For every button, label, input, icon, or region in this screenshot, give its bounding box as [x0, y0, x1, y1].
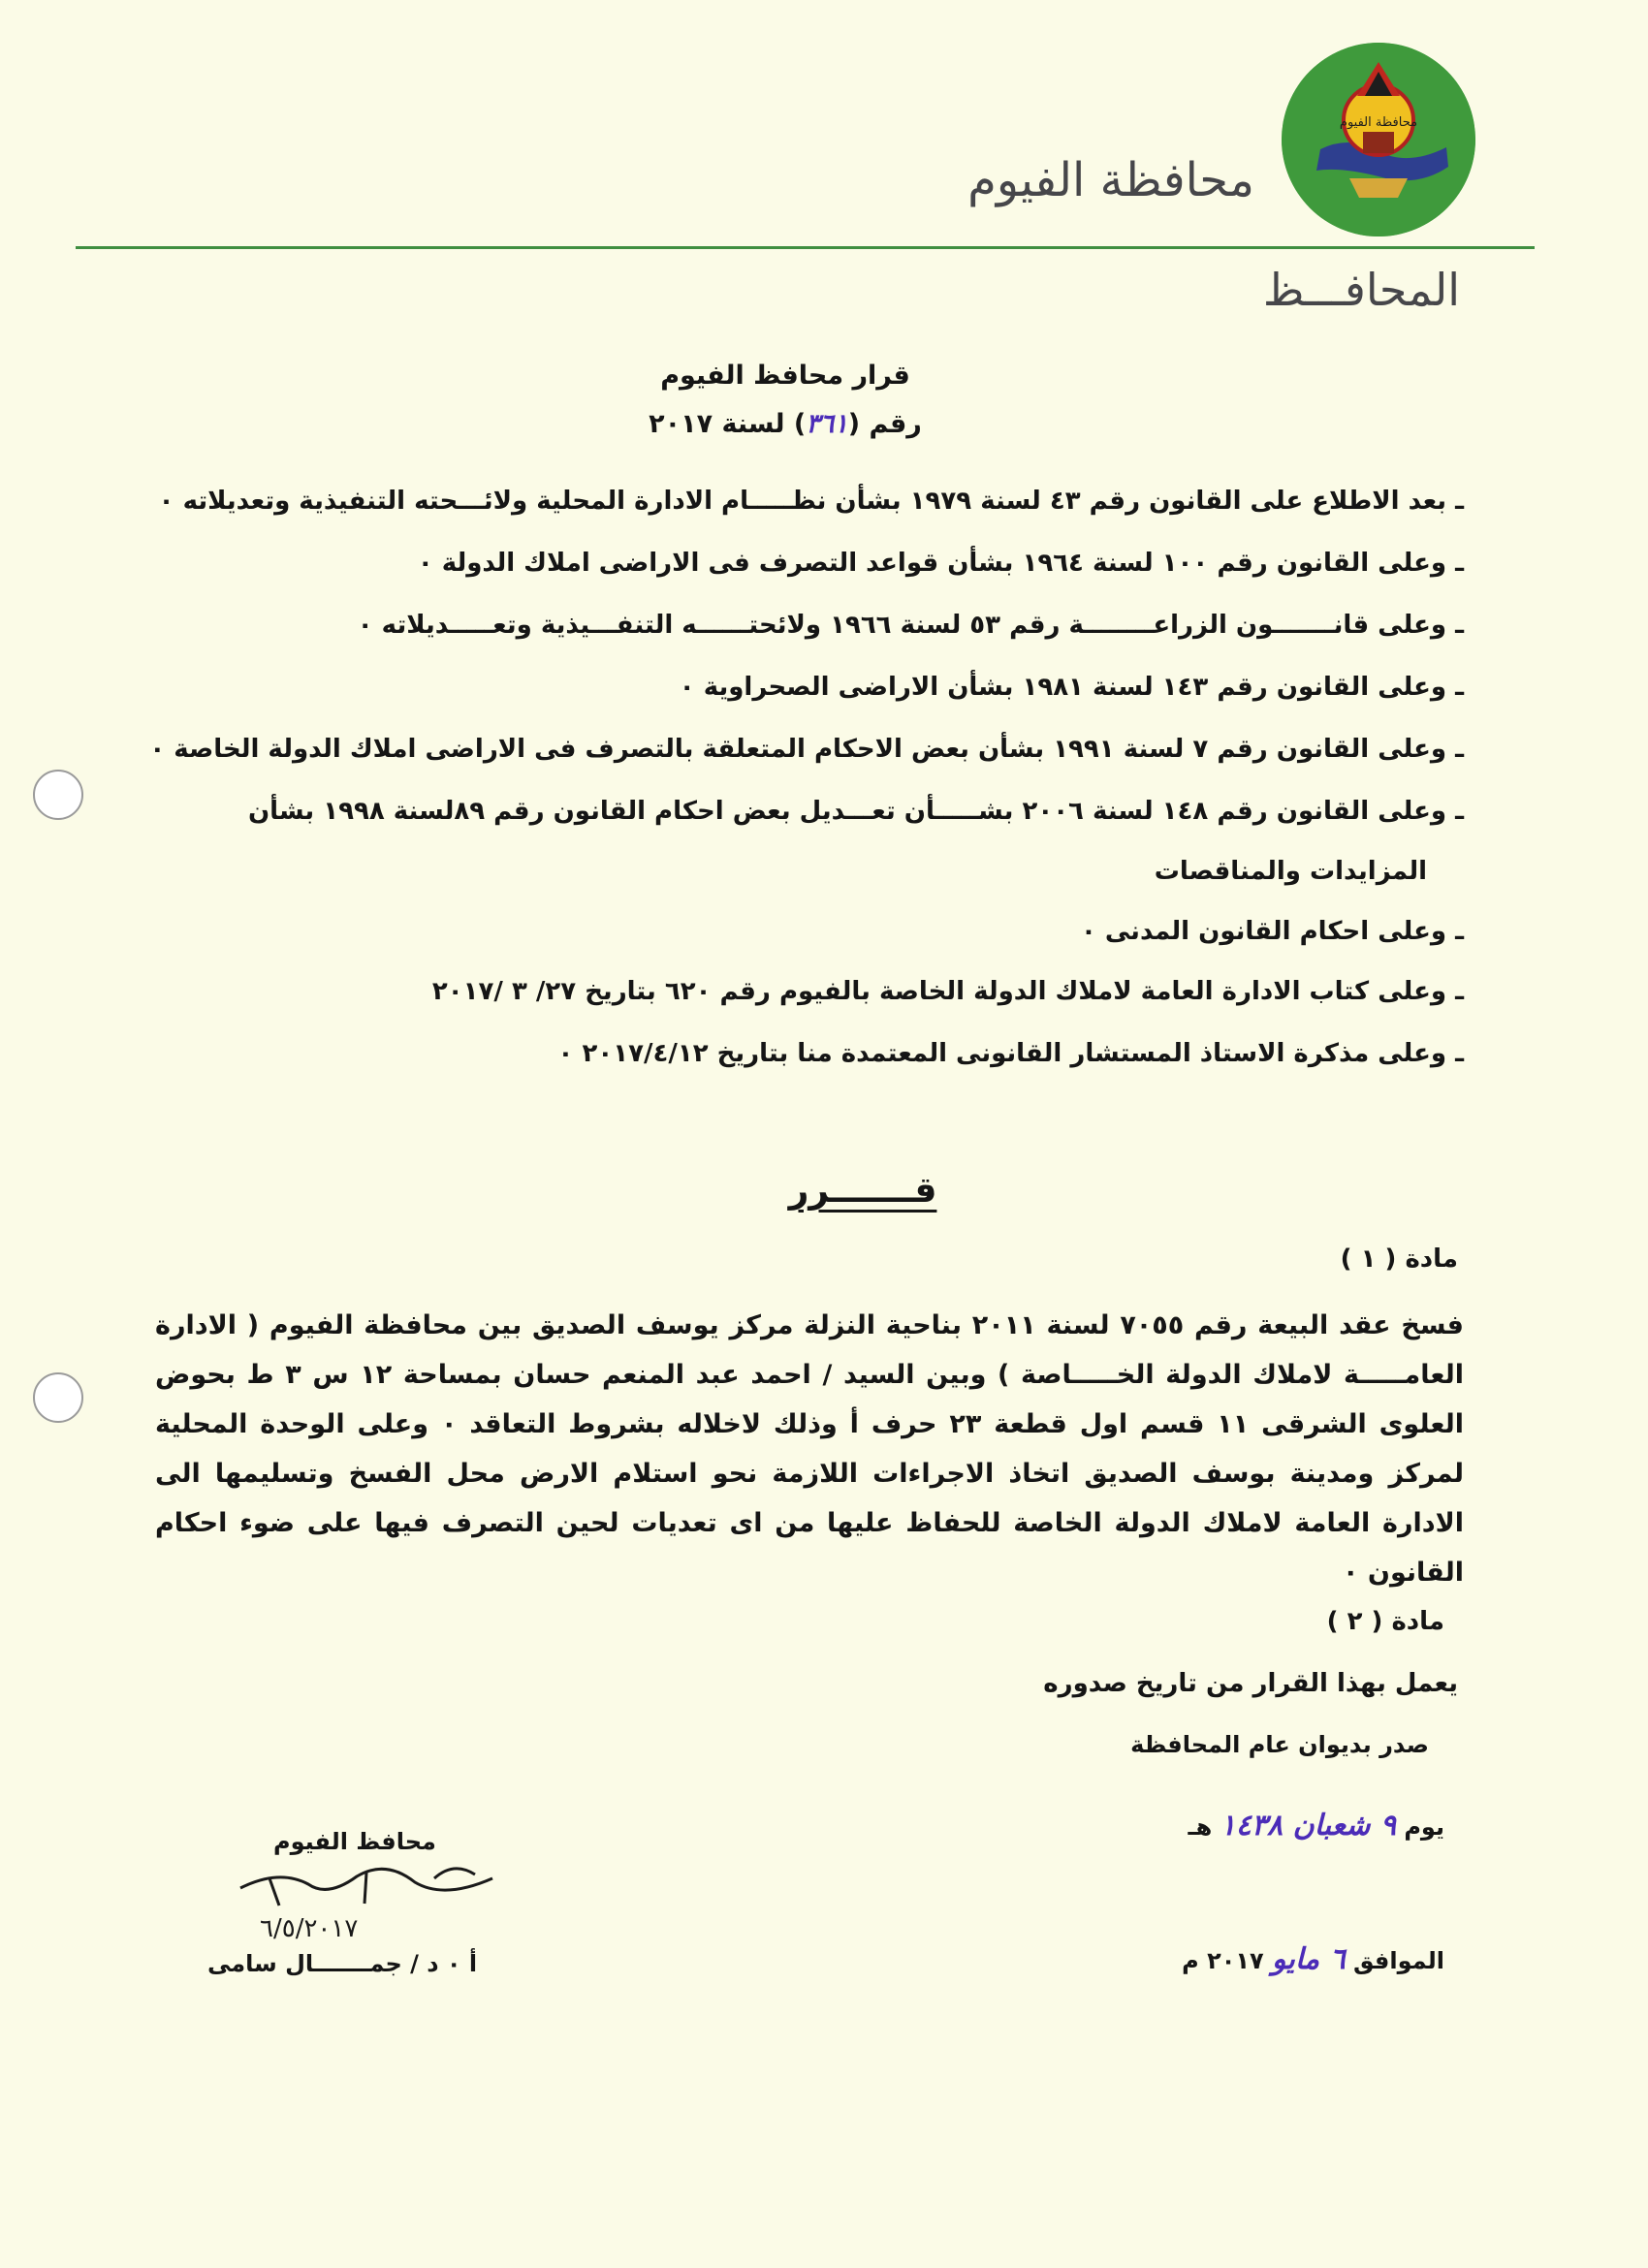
signature-date: ٦/٥/٢٠١٧ [260, 1914, 359, 1943]
decision-number-handwritten: ٣٦١ [806, 409, 848, 439]
decision-number [543, 409, 1028, 439]
preamble-line: ـ وعلى احكام القانون المدنى ٠ [1080, 917, 1464, 946]
signatory-title: محافظ الفيوم [273, 1828, 436, 1855]
governorate-logo [1282, 43, 1475, 236]
article-2-label: مادة ( ٢ ) [1326, 1607, 1444, 1636]
office-title: المحافـــظ [1262, 264, 1460, 316]
preamble-line: ـ وعلى القانون رقم ١٠٠ لسنة ١٩٦٤ بشأن قواعد التصرف فى الاراضى املاك الدولة ٠ [417, 549, 1464, 578]
preamble-line: ـ بعد الاطلاع على القانون رقم ٤٣ لسنة ١٩٧٩ بشأن نظـــــام الادارة المحلية ولائـــحته التنفيذية وتعديلاته ٠ [158, 487, 1464, 516]
preamble-line: ـ وعلى مذكرة الاستاذ المستشار القانونى المعتمدة منا بتاريخ ٢٠١٧/٤/١٢ ٠ [557, 1039, 1464, 1068]
preamble-line: ـ وعلى القانون رقم ٧ لسنة ١٩٩١ بشأن بعض الاحكام المتعلقة بالتصرف فى الاراضى املاك الدولة الخاصة ٠ [149, 735, 1464, 764]
hijri-handwritten: ٩ شعبان ١٤٣٨ [1220, 1809, 1396, 1843]
gregorian-suffix: ٢٠١٧ م [1182, 1947, 1264, 1974]
preamble-line: ـ وعلى كتاب الادارة العامة لاملاك الدولة الخاصة بالفيوم رقم ٦٢٠ بتاريخ ٢٧/ ٣ /٢٠١٧ [431, 977, 1464, 1006]
gregorian-handwritten: ٦ مايو [1272, 1942, 1346, 1976]
preamble-line: ـ وعلى قانـــــــون الزراعــــــــة رقم ٥٣ لسنة ١٩٦٦ ولائحتــــــه التنفـــيذية وتعـــــديلاته ٠ [357, 611, 1464, 640]
punch-hole [33, 770, 83, 820]
logo-emblem [1282, 43, 1475, 236]
article-1-text: فسخ عقد البيعة رقم ٧٠٥٥ لسنة ٢٠١١ بناحية النزلة مركز يوسف الصديق بين محافظة الفيوم ( الادارة العامـــــة لاملاك الدولة الخـــــاصة ) وبين السيد / احمد عبد المنعم حسان بمساحة ١٢ س ٣ ط بحوض العلوى الشرقى ١١ قسم اول قطعة ٢٣ حرف أ وذلك لاخلاله بشروط التعاقد ٠ وعلى الوحدة المحلية لمركز ومدينة بوسف الصديق اتخاذ الاجراءات اللازمة نحو استلام الارض محل الفسخ وتسليمها الى الادارة العامة لاملاك الدولة الخاصة للحفاظ عليها من اى تعديات لحين التصرف فيها على ضوء احكام القانون ٠ [155, 1310, 1465, 1588]
hijri-suffix: هـ [1188, 1813, 1213, 1841]
decision-number-prefix: رقم ( [847, 409, 922, 439]
decision-number-suffix: ) لسنة ٢٠١٧ [649, 409, 807, 439]
preamble-line: المزايدات والمناقصات [1154, 857, 1427, 886]
issued-at: صدر بديوان عام المحافظة [1130, 1731, 1429, 1758]
article-1-label: مادة ( ١ ) [1340, 1244, 1458, 1274]
signatory-name: أ ٠ د / جمـــــــال سامى [207, 1950, 478, 1977]
decision-title: قرار محافظ الفيوم [660, 361, 910, 391]
governorate-name: محافظة الفيوم [967, 153, 1254, 207]
logo-caption: محافظة الفيوم [1339, 115, 1418, 130]
hijri-prefix: يوم [1404, 1813, 1444, 1841]
decided-heading: قـــــــرر [788, 1171, 937, 1211]
punch-hole [33, 1372, 83, 1423]
gregorian-prefix: الموافق [1353, 1947, 1444, 1974]
preamble-line: ـ وعلى القانون رقم ١٤٣ لسنة ١٩٨١ بشأن الاراضى الصحراوية ٠ [679, 673, 1464, 702]
hijri-date [1188, 1809, 1444, 1843]
preamble-line: ـ وعلى القانون رقم ١٤٨ لسنة ٢٠٠٦ بشـــــأن تعـــديل بعض احكام القانون رقم ٨٩لسنة ١٩٩٨ بشأن [247, 797, 1464, 826]
header-divider [76, 246, 1535, 249]
gregorian-date [1182, 1942, 1444, 1976]
handwritten-signature [221, 1849, 512, 1956]
article-2-text: يعمل بهذا القرار من تاريخ صدوره [1043, 1669, 1458, 1698]
